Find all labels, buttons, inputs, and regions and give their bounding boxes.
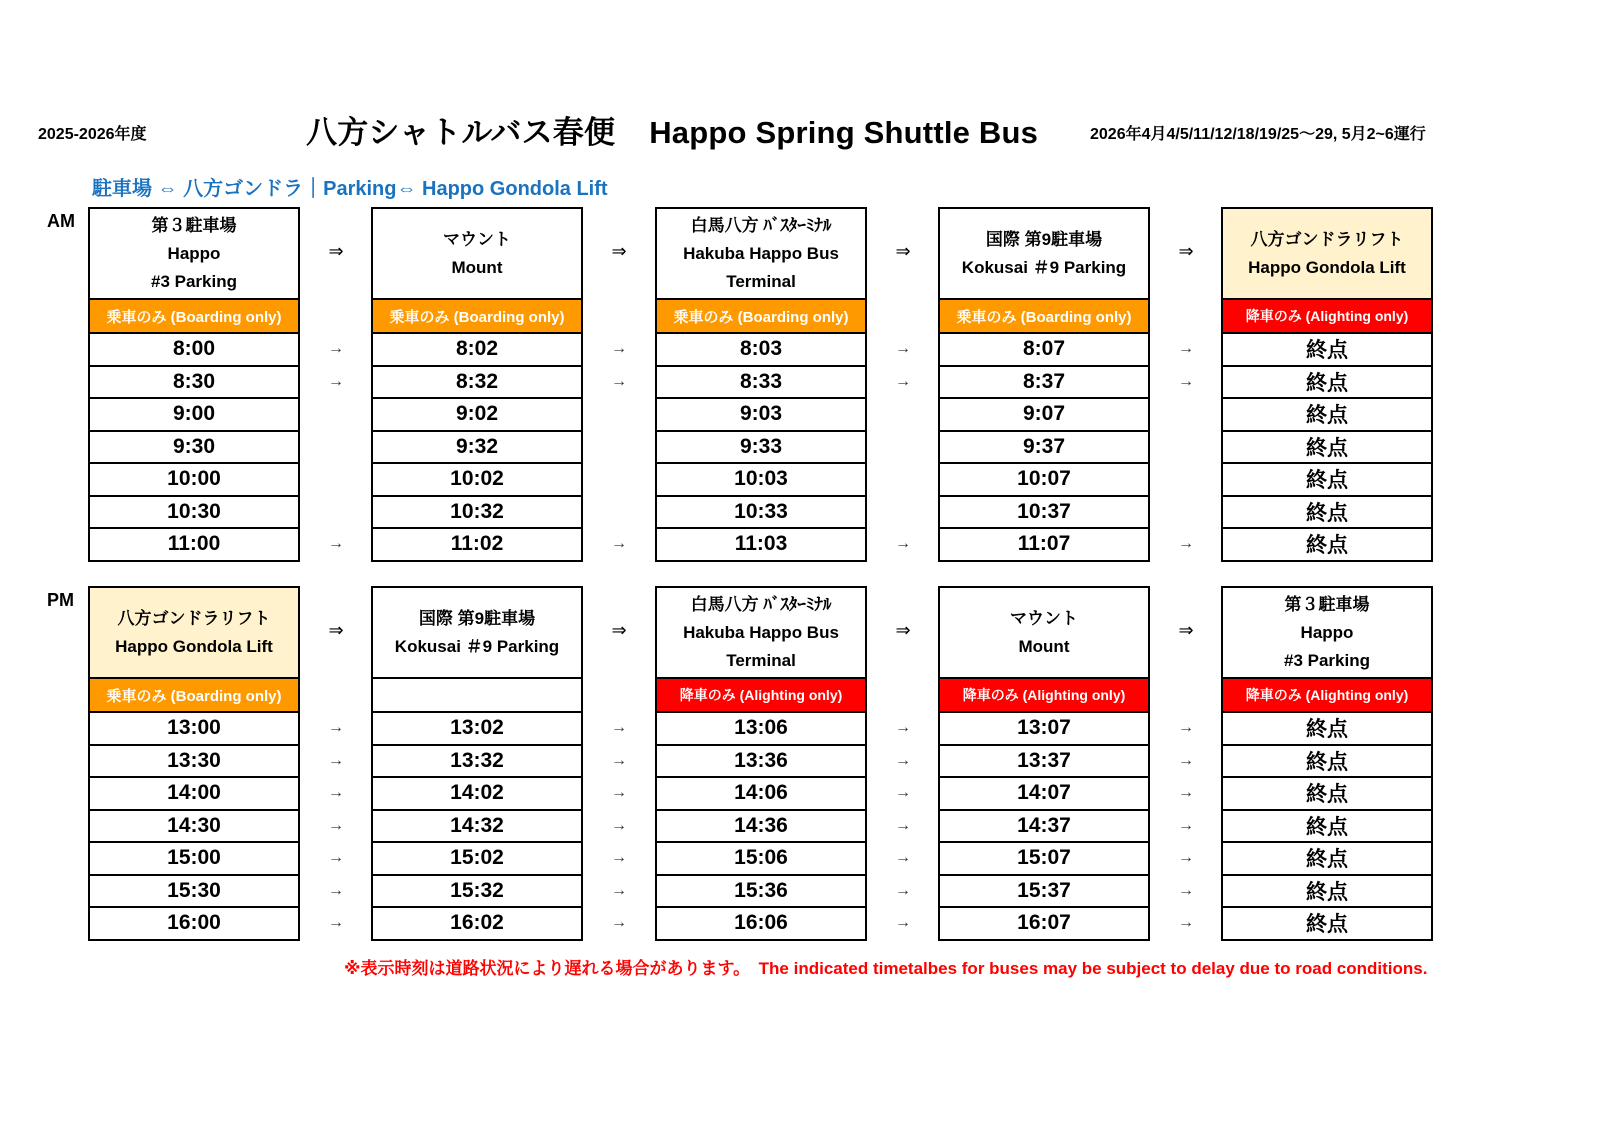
time-cell: 15:30 xyxy=(88,876,300,909)
stop-name-line: Hakuba Happo Bus xyxy=(683,243,839,263)
row-arrow-icon: → xyxy=(611,881,627,899)
time-cell: 14:07 xyxy=(938,778,1150,811)
stop-column xyxy=(1221,586,1433,941)
time-cell: 終点 xyxy=(1221,497,1433,530)
time-cell: 終点 xyxy=(1221,746,1433,779)
time-cell: 10:37 xyxy=(938,497,1150,530)
time-cell: 終点 xyxy=(1221,367,1433,400)
stop-name xyxy=(938,207,1150,300)
next-stop-arrow-icon: ⇒ xyxy=(611,620,627,640)
time-cell: 終点 xyxy=(1221,713,1433,746)
time-cell: 15:02 xyxy=(371,843,583,876)
time-cell: 16:02 xyxy=(371,908,583,941)
time-cell: 14:00 xyxy=(88,778,300,811)
time-cell: 9:32 xyxy=(371,432,583,465)
stop-name xyxy=(88,586,300,679)
boarding-only-badge: 乗車のみ (Boarding only) xyxy=(371,300,583,334)
row-arrow-icon: → xyxy=(1178,881,1194,899)
time-cell: 終点 xyxy=(1221,432,1433,465)
row-arrow-icon: → xyxy=(895,719,911,736)
time-cell: 13:36 xyxy=(655,746,867,779)
stop-name-line: Mount xyxy=(1018,636,1070,656)
stop-name-line: 国際 第9駐車場 xyxy=(418,608,536,628)
row-arrow-icon: → xyxy=(1178,535,1194,552)
time-cell: 8:30 xyxy=(88,367,300,400)
time-cell: 10:32 xyxy=(371,497,583,530)
next-stop-arrow-icon: ⇒ xyxy=(1178,241,1194,261)
row-arrow-icon: → xyxy=(611,751,627,769)
delay-notice: ※表示時刻は道路状況により遅れる場合があります。 The indicated timetalbes for buses may be subject to delay due to road conditions. xyxy=(344,959,1428,978)
row-arrow-icon: → xyxy=(895,914,911,931)
row-arrow-icon: → xyxy=(328,816,344,834)
time-cell: 13:32 xyxy=(371,746,583,779)
time-cell: 15:07 xyxy=(938,843,1150,876)
time-cell: 終点 xyxy=(1221,334,1433,367)
row-arrow-icon: → xyxy=(328,535,344,552)
row-arrow-icon: → xyxy=(328,340,344,357)
time-cell: 終点 xyxy=(1221,529,1433,562)
next-stop-arrow-icon: ⇒ xyxy=(328,241,344,261)
row-arrow-icon: → xyxy=(895,751,911,769)
time-cell: 終点 xyxy=(1221,908,1433,941)
stop-name-line: Terminal xyxy=(726,271,796,291)
fiscal-year: 2025-2026年度 xyxy=(38,126,147,143)
time-cell: 10:07 xyxy=(938,464,1150,497)
row-arrow-icon: → xyxy=(328,914,344,931)
alighting-only-badge: 降車のみ (Alighting only) xyxy=(938,679,1150,713)
stop-name-line: 国際 第9駐車場 xyxy=(985,229,1103,249)
time-cell: 9:30 xyxy=(88,432,300,465)
time-cell: 8:03 xyxy=(655,334,867,367)
row-arrow-icon: → xyxy=(1178,784,1194,801)
stop-column xyxy=(88,586,300,941)
time-cell: 16:07 xyxy=(938,908,1150,941)
time-cell: 13:02 xyxy=(371,713,583,746)
time-cell: 16:06 xyxy=(655,908,867,941)
row-arrow-icon: → xyxy=(895,816,911,834)
time-cell: 11:03 xyxy=(655,529,867,562)
time-cell: 8:07 xyxy=(938,334,1150,367)
period-label-am: AM xyxy=(47,211,75,231)
title-en: Happo Spring Shuttle Bus xyxy=(649,115,1039,150)
row-arrow-icon: → xyxy=(611,784,627,801)
boarding-only-badge: 乗車のみ (Boarding only) xyxy=(88,679,300,713)
stop-column xyxy=(938,586,1150,941)
row-arrow-icon: → xyxy=(611,816,627,834)
stop-name xyxy=(655,586,867,679)
time-cell: 8:33 xyxy=(655,367,867,400)
time-cell: 16:00 xyxy=(88,908,300,941)
stop-column xyxy=(371,586,583,941)
row-arrow-icon: → xyxy=(1178,816,1194,834)
row-arrow-icon: → xyxy=(1178,372,1194,390)
time-cell: 15:00 xyxy=(88,843,300,876)
row-arrow-icon: → xyxy=(895,340,911,357)
stop-name xyxy=(1221,586,1433,679)
time-cell: 終点 xyxy=(1221,399,1433,432)
alighting-only-badge: 降車のみ (Alighting only) xyxy=(655,679,867,713)
time-cell: 11:02 xyxy=(371,529,583,562)
stop-name-line: マウント xyxy=(443,229,511,249)
operating-dates: 2026年4月4/5/11/12/18/19/25～29, 5月2~6運行 xyxy=(1090,126,1426,143)
time-cell: 9:02 xyxy=(371,399,583,432)
time-cell: 14:02 xyxy=(371,778,583,811)
row-arrow-icon: → xyxy=(1178,914,1194,931)
time-cell: 10:33 xyxy=(655,497,867,530)
stop-name xyxy=(655,207,867,300)
time-cell: 11:00 xyxy=(88,529,300,562)
stop-name-line: 八方ゴンドラリフト xyxy=(117,608,271,628)
stop-name-line: Happo Gondola Lift xyxy=(115,636,273,656)
time-cell: 14:32 xyxy=(371,811,583,844)
time-cell: 13:00 xyxy=(88,713,300,746)
time-cell: 9:33 xyxy=(655,432,867,465)
next-stop-arrow-icon: ⇒ xyxy=(1178,620,1194,640)
time-cell: 15:37 xyxy=(938,876,1150,909)
route-label: 駐車場 ⇔ 八方ゴンドラ｜Parking⇔ Happo Gondola Lift xyxy=(92,178,608,200)
row-arrow-icon: → xyxy=(328,372,344,390)
stop-name-line: Hakuba Happo Bus xyxy=(683,622,839,642)
stop-name-line: #3 Parking xyxy=(1284,650,1370,670)
row-arrow-icon: → xyxy=(1178,340,1194,357)
row-arrow-icon: → xyxy=(328,751,344,769)
stop-name-line: マウント xyxy=(1010,608,1078,628)
time-cell: 終点 xyxy=(1221,464,1433,497)
time-cell: 9:03 xyxy=(655,399,867,432)
row-arrow-icon: → xyxy=(611,719,627,736)
stop-column xyxy=(1221,207,1433,562)
row-arrow-icon: → xyxy=(328,881,344,899)
time-cell: 9:00 xyxy=(88,399,300,432)
stop-column xyxy=(655,586,867,941)
time-cell: 15:36 xyxy=(655,876,867,909)
alighting-only-badge: 降車のみ (Alighting only) xyxy=(1221,679,1433,713)
row-arrow-icon: → xyxy=(1178,719,1194,736)
time-cell: 9:07 xyxy=(938,399,1150,432)
row-arrow-icon: → xyxy=(895,372,911,390)
row-arrow-icon: → xyxy=(328,784,344,801)
next-stop-arrow-icon: ⇒ xyxy=(328,620,344,640)
time-cell: 8:00 xyxy=(88,334,300,367)
next-stop-arrow-icon: ⇒ xyxy=(895,620,911,640)
time-cell: 終点 xyxy=(1221,811,1433,844)
row-arrow-icon: → xyxy=(328,719,344,736)
boarding-only-badge: 乗車のみ (Boarding only) xyxy=(655,300,867,334)
stop-name-line: #3 Parking xyxy=(151,271,237,291)
time-cell: 14:06 xyxy=(655,778,867,811)
stop-name-line: Kokusai ＃9 Parking xyxy=(961,257,1127,277)
time-cell: 終点 xyxy=(1221,876,1433,909)
time-cell: 10:02 xyxy=(371,464,583,497)
stop-name-line: Mount xyxy=(451,257,503,277)
time-cell: 8:37 xyxy=(938,367,1150,400)
time-cell: 15:32 xyxy=(371,876,583,909)
boarding-only-badge: 乗車のみ (Boarding only) xyxy=(88,300,300,334)
time-cell: 13:06 xyxy=(655,713,867,746)
stop-column xyxy=(88,207,300,562)
stop-name xyxy=(1221,207,1433,300)
row-arrow-icon: → xyxy=(611,340,627,357)
stop-name xyxy=(938,586,1150,679)
title-jp: 八方シャトルバス春便 xyxy=(306,115,616,150)
stop-name-line: Happo xyxy=(1300,622,1354,642)
time-cell: 9:37 xyxy=(938,432,1150,465)
time-cell: 8:32 xyxy=(371,367,583,400)
time-cell: 15:06 xyxy=(655,843,867,876)
stop-name xyxy=(371,586,583,679)
stop-column xyxy=(655,207,867,562)
row-arrow-icon: → xyxy=(1178,849,1194,866)
stop-name xyxy=(88,207,300,300)
stop-name-line: 八方ゴンドラリフト xyxy=(1250,229,1404,249)
time-cell: 終点 xyxy=(1221,843,1433,876)
time-cell: 11:07 xyxy=(938,529,1150,562)
row-arrow-icon: → xyxy=(611,914,627,931)
stop-name-line: 白馬八方 ﾊﾞｽﾀｰﾐﾅﾙ xyxy=(690,594,832,614)
time-cell: 終点 xyxy=(1221,778,1433,811)
time-cell: 10:00 xyxy=(88,464,300,497)
time-cell: 14:30 xyxy=(88,811,300,844)
row-arrow-icon: → xyxy=(328,849,344,866)
stop-name-line: Terminal xyxy=(726,650,796,670)
row-arrow-icon: → xyxy=(611,849,627,866)
time-cell: 13:37 xyxy=(938,746,1150,779)
stop-name-line: 白馬八方 ﾊﾞｽﾀｰﾐﾅﾙ xyxy=(690,215,832,235)
stop-name-line: Happo xyxy=(167,243,221,263)
time-cell: 8:02 xyxy=(371,334,583,367)
next-stop-arrow-icon: ⇒ xyxy=(611,241,627,261)
stop-name-line: 第３駐車場 xyxy=(1284,594,1370,614)
stop-column xyxy=(938,207,1150,562)
empty-badge xyxy=(371,679,583,713)
time-cell: 14:36 xyxy=(655,811,867,844)
period-label-pm: PM xyxy=(47,590,74,610)
time-cell: 10:30 xyxy=(88,497,300,530)
time-cell: 13:30 xyxy=(88,746,300,779)
stop-name-line: Kokusai ＃9 Parking xyxy=(394,636,560,656)
row-arrow-icon: → xyxy=(611,372,627,390)
next-stop-arrow-icon: ⇒ xyxy=(895,241,911,261)
page-title xyxy=(306,107,1038,152)
alighting-only-badge: 降車のみ (Alighting only) xyxy=(1221,300,1433,334)
time-cell: 13:07 xyxy=(938,713,1150,746)
stop-column xyxy=(371,207,583,562)
row-arrow-icon: → xyxy=(895,881,911,899)
row-arrow-icon: → xyxy=(895,535,911,552)
stop-name-line: Happo Gondola Lift xyxy=(1248,257,1406,277)
time-cell: 10:03 xyxy=(655,464,867,497)
stop-name-line: 第３駐車場 xyxy=(151,215,237,235)
row-arrow-icon: → xyxy=(895,784,911,801)
stop-name xyxy=(371,207,583,300)
row-arrow-icon: → xyxy=(611,535,627,552)
row-arrow-icon: → xyxy=(895,849,911,866)
boarding-only-badge: 乗車のみ (Boarding only) xyxy=(938,300,1150,334)
time-cell: 14:37 xyxy=(938,811,1150,844)
row-arrow-icon: → xyxy=(1178,751,1194,769)
